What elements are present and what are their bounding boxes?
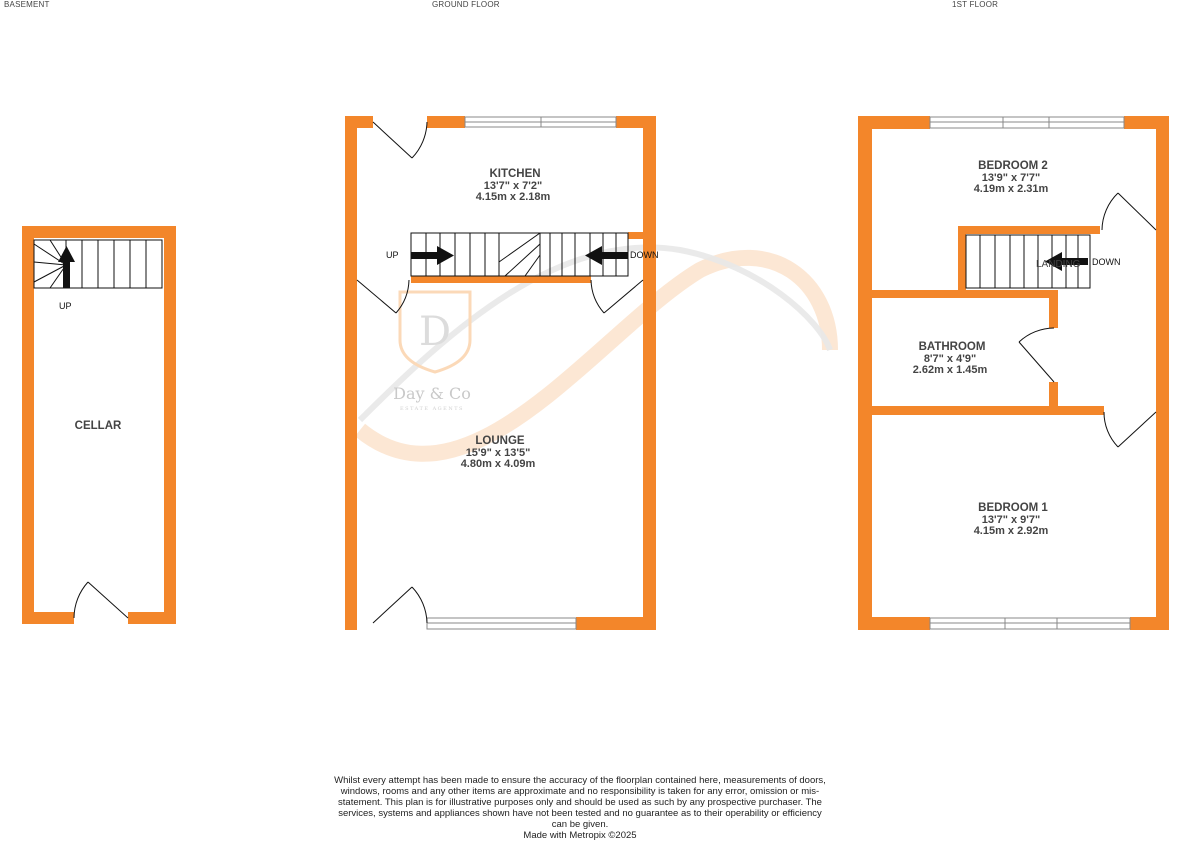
bathroom-room-name: BATHROOM [918,341,986,353]
watermark-letter: D [418,309,452,355]
kitchen-window [465,117,616,127]
ground-stair-down-label: DOWN [630,250,659,260]
cellar-door [74,582,128,618]
bedroom1-metric-size: 4.15m x 2.92m [973,525,1049,537]
bedroom2-imperial-size: 13'9" x 7'7" [981,172,1041,184]
lounge-window [427,618,576,629]
lounge-imperial-size: 15'9" x 13'5" [465,447,531,459]
basement-title: BASEMENT [4,0,50,9]
disclaimer [330,775,830,841]
kitchen-metric-size: 4.15m x 2.18m [475,191,551,203]
kitchen-imperial-size: 13'7" x 7'2" [483,180,543,192]
cellar-stair-arrow-icon [58,246,75,288]
ground-floor-title: GROUND FLOOR [432,0,500,9]
disclaimer-text: Whilst every attempt has been made to ensure the accuracy of the floorplan contained here, measurements of doors, windows, rooms and any other items are approximate and no responsibility is taken for any error, omission or mis-statement. This plan is for illustrative purposes only and should be used as such by any prospective purchaser. The services, systems and appliances shown have not been tested and no guarantee as to their operability or efficiency can be given. [334,775,826,830]
watermark-logo [393,292,471,412]
ground-stair-up-arrow-icon [411,246,454,265]
first-floor-title: 1ST FLOOR [952,0,999,9]
ground-stair-up-label: UP [386,250,399,260]
watermark-subtitle: ESTATE AGENTS [400,406,464,412]
kitchen-room-name: KITCHEN [489,168,541,180]
disclaimer-credit: Made with Metropix ©2025 [523,830,637,841]
landing-label: LANDING [1036,259,1081,270]
bedroom1-window [930,618,1130,629]
lounge-room-name: LOUNGE [475,435,525,447]
lounge-metric-size: 4.80m x 4.09m [460,458,536,470]
bedroom2-metric-size: 4.19m x 2.31m [973,183,1049,195]
bathroom-imperial-size: 8'7" x 4'9" [923,353,977,365]
cellar-stair-up-label: UP [59,301,72,311]
first-stair-down-label: DOWN [1092,257,1121,267]
bedroom1-imperial-size: 13'7" x 9'7" [981,514,1041,526]
watermark-name: Day & Co [393,384,471,403]
bathroom-metric-size: 2.62m x 1.45m [912,364,988,376]
bedroom2-window [930,117,1124,128]
bedroom1-room-name: BEDROOM 1 [978,502,1048,514]
bedroom2-room-name: BEDROOM 2 [978,160,1048,172]
cellar-stairs [34,240,162,288]
cellar-room-name: CELLAR [74,420,122,432]
